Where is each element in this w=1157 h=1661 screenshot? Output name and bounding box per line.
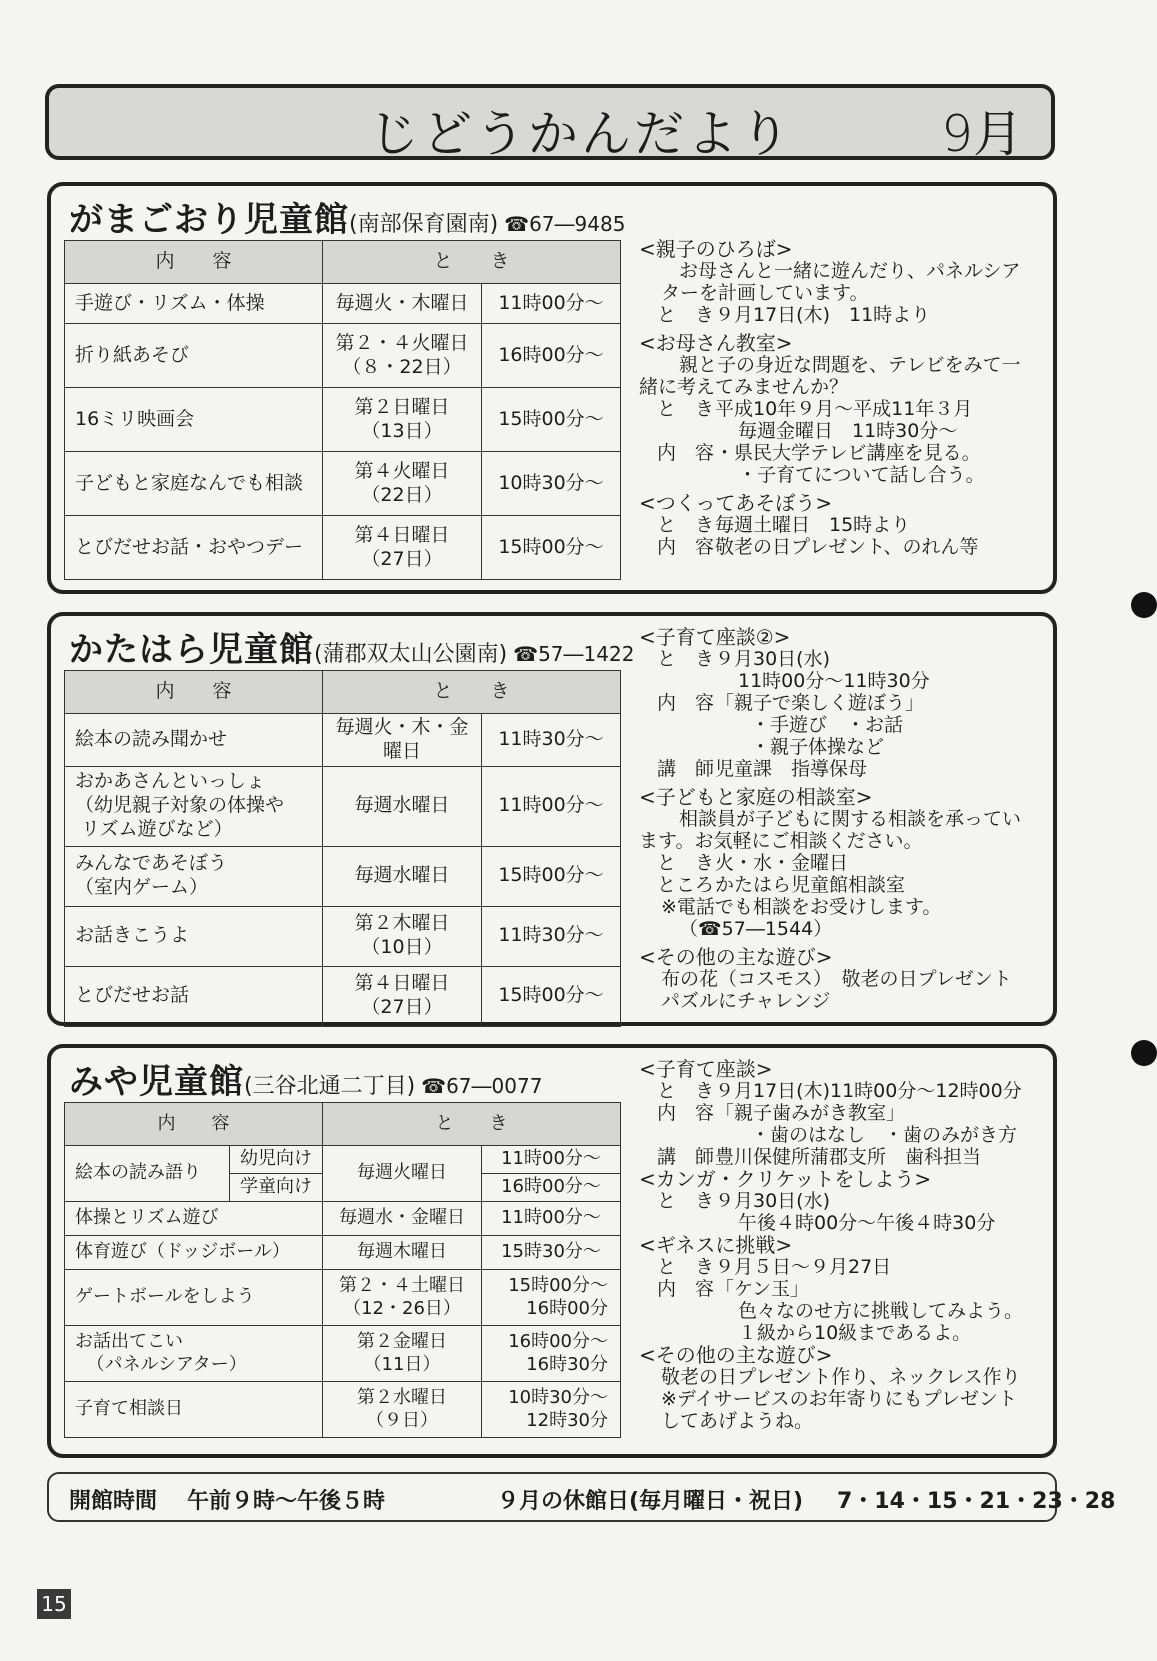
content-line: （幼児親子対象の体操や <box>75 794 285 817</box>
table-row <box>65 714 621 767</box>
info-text: １級から10級まであるよ。 <box>738 1322 972 1344</box>
row-day: 毎週水曜日 <box>323 766 482 846</box>
row-time <box>482 1326 621 1382</box>
table-row <box>65 388 621 452</box>
table-row <box>65 966 621 1026</box>
info-text: 色々なのせ方に挑戦してみよう。 <box>738 1300 1024 1322</box>
center-name: みや児童館 <box>69 1062 244 1102</box>
day-line: （13日） <box>361 419 443 442</box>
info-text: ます。お気軽にご相談ください。 <box>639 830 923 852</box>
row-day <box>323 324 482 388</box>
hours-label: 開館時間 <box>69 1489 158 1514</box>
row-day: 毎週火・木曜日 <box>323 284 482 324</box>
info-text: 平成10年９月～平成11年３月 <box>715 398 973 420</box>
info-text: 毎週金曜日 11時30分～ <box>738 420 958 442</box>
content-line: みんなであそぼう <box>75 852 228 875</box>
row-content: 手遊び・リズム・体操 <box>65 284 323 324</box>
center-title <box>69 622 634 671</box>
info-text: ・手遊び ・お話 <box>751 714 904 736</box>
day-line: （９日） <box>366 1409 438 1431</box>
info-text: ・県民大学テレビ講座を見る。 <box>715 442 981 464</box>
info-label: と き <box>657 514 715 536</box>
day-line: 第２・４土曜日 <box>339 1275 465 1296</box>
content-line: （パネルシアター） <box>86 1353 247 1375</box>
info-heading: <親子のひろば> <box>639 237 793 261</box>
schedule-table <box>64 240 621 580</box>
info-text: 敬老の日プレゼント、のれん等 <box>715 536 979 558</box>
row-day: 毎週火曜日 <box>323 1146 482 1202</box>
row-day <box>323 388 482 452</box>
center-location: (南部保育園南) <box>349 212 499 237</box>
closed-label: ９月の休館日(毎月曜日・祝日) <box>497 1489 804 1514</box>
center-name: かたはら児童館 <box>69 630 314 670</box>
header-content: 内 容 <box>65 671 323 714</box>
info-text: 児童課 指導保母 <box>715 758 868 780</box>
info-text: 11時00分～11時30分 <box>738 670 930 692</box>
newsletter-title: じどうかんだより <box>369 105 793 163</box>
row-content: 絵本の読み聞かせ <box>65 714 323 767</box>
center-name: がまごおり児童館 <box>69 200 349 240</box>
info-text: 親と子の身近な問題を、テレビをみて一 <box>679 354 1021 376</box>
info-label: と き <box>657 304 715 326</box>
day-line: 第２・４火曜日 <box>335 331 469 354</box>
row-content: とびだせお話 <box>65 966 323 1026</box>
row-day <box>323 452 482 516</box>
opening-hours: 午前９時～午後５時 <box>187 1489 386 1514</box>
info-label: と き <box>657 1256 715 1278</box>
content-line: おかあさんといっしょ <box>75 770 266 793</box>
table-header <box>65 671 621 714</box>
day-line: 第２日曜日 <box>354 395 450 418</box>
info-text: ・親子体操など <box>751 736 885 758</box>
header-time: と き <box>323 671 621 714</box>
row-content: 16ミリ映画会 <box>65 388 323 452</box>
info-text: かたはら児童館相談室 <box>715 874 906 896</box>
info-text: 「親子で楽しく遊ぼう」 <box>715 692 925 714</box>
row-day: 毎週火・木・金曜日 <box>323 714 482 767</box>
row-content: 折り紙あそび <box>65 324 323 388</box>
table-row <box>65 846 621 906</box>
day-line: （８・22日） <box>342 355 462 378</box>
info-text: ９月30日(水) <box>715 1190 831 1212</box>
info-text: 相談員が子どもに関する相談を承ってい <box>679 808 1022 830</box>
center-gamagori <box>47 182 1057 594</box>
row-time: 15時00分～ <box>482 846 621 906</box>
table-row <box>65 1270 621 1326</box>
row-day <box>323 1382 482 1438</box>
center-location: (蒲郡双太山公園南) <box>314 642 508 667</box>
table-row <box>65 1382 621 1438</box>
day-line: （12・26日） <box>343 1297 461 1319</box>
day-line: 第２水曜日 <box>357 1387 447 1408</box>
row-time <box>482 1270 621 1326</box>
center-info <box>639 1058 1049 1432</box>
schedule-table <box>64 1102 621 1438</box>
day-line: 第２木曜日 <box>354 912 450 935</box>
header-time: と き <box>323 1103 621 1146</box>
info-text: 午後４時00分～午後４時30分 <box>738 1212 996 1234</box>
table-row <box>65 1146 621 1174</box>
info-text: ９月５日～９月27日 <box>715 1256 892 1278</box>
row-day: 毎週水・金曜日 <box>323 1202 482 1236</box>
day-line: 第４日曜日 <box>354 523 450 546</box>
row-content: とびだせお話・おやつデー <box>65 516 323 580</box>
info-label: と き <box>657 852 715 874</box>
row-day <box>323 966 482 1026</box>
closed-days: 7・14・15・21・23・28 <box>837 1489 1116 1514</box>
info-text: 「ケン玉」 <box>715 1278 810 1300</box>
info-label: と き <box>657 648 715 670</box>
content-line: リズム遊びなど） <box>81 817 233 840</box>
info-text: してあげようね。 <box>661 1410 814 1432</box>
row-time: 16時00分～ <box>482 324 621 388</box>
row-content: ゲートボールをしよう <box>65 1270 323 1326</box>
row-time: 15時30分～ <box>482 1236 621 1270</box>
page-number: 15 <box>37 1589 71 1619</box>
info-text: 豊川保健所蒲郡支所 歯科担当 <box>715 1146 982 1168</box>
center-title <box>69 192 625 241</box>
row-time: 11時00分～ <box>482 766 621 846</box>
table-row <box>65 284 621 324</box>
info-text: ※電話でも相談をお受けします。 <box>661 896 942 918</box>
info-label: 内 容 <box>657 692 715 714</box>
center-info <box>639 626 1039 1012</box>
day-line: 第４火曜日 <box>354 459 450 482</box>
table-row <box>65 906 621 966</box>
info-text: 毎週土曜日 15時より <box>715 514 911 536</box>
header-content: 内 容 <box>65 1103 323 1146</box>
row-content: 体操とリズム遊び <box>65 1202 323 1236</box>
info-heading: <子育て座談②> <box>639 625 791 649</box>
binder-hole <box>1131 592 1157 618</box>
info-text: 火・水・金曜日 <box>715 852 849 874</box>
info-label: 講 師 <box>657 1146 715 1168</box>
info-label: と き <box>657 1080 715 1102</box>
row-time: 16時00分～ <box>482 1174 621 1202</box>
row-time: 11時30分～ <box>482 906 621 966</box>
center-tel: ☎67―0077 <box>421 1074 543 1098</box>
header-time: と き <box>323 241 621 284</box>
row-day: 毎週木曜日 <box>323 1236 482 1270</box>
row-day <box>323 516 482 580</box>
schedule-table <box>64 670 621 1027</box>
row-content: 絵本の読み語り <box>65 1146 230 1202</box>
time-line: 12時30分 <box>526 1409 608 1431</box>
center-katahara <box>47 612 1057 1026</box>
time-line: 16時30分 <box>526 1353 608 1375</box>
info-label: と き <box>657 398 715 420</box>
info-label: 内 容 <box>657 1102 715 1124</box>
info-label: と き <box>657 1190 715 1212</box>
opening-info <box>47 1472 1116 1522</box>
time-line: 15時00分～ <box>508 1275 608 1296</box>
info-text: お母さんと一緒に遊んだり、パネルシア <box>679 260 1021 282</box>
row-content <box>65 846 323 906</box>
row-time: 11時30分～ <box>482 714 621 767</box>
info-label: 内 容 <box>657 536 715 558</box>
info-text: ※デイサービスのお年寄りにもプレゼント <box>661 1388 1017 1410</box>
row-day <box>323 1326 482 1382</box>
row-subgroup: 学童向け <box>230 1174 323 1202</box>
info-text: ９月17日(木)11時00分～12時00分 <box>715 1080 1022 1102</box>
info-heading: <その他の主な遊び> <box>639 1343 833 1367</box>
time-line: 16時00分～ <box>508 1331 608 1352</box>
info-text: 緒に考えてみませんか？ <box>639 376 849 398</box>
table-header <box>65 241 621 284</box>
table-row <box>65 324 621 388</box>
info-text: 布の花（コスモス） 敬老の日プレゼント <box>661 968 1012 990</box>
center-location: (三谷北通二丁目) <box>244 1074 416 1099</box>
table-row <box>65 1202 621 1236</box>
table-row <box>65 516 621 580</box>
day-line: （10日） <box>361 936 443 958</box>
day-line: 第４日曜日 <box>354 972 450 995</box>
row-content <box>65 1326 323 1382</box>
day-line: （27日） <box>361 996 443 1018</box>
center-miya <box>47 1044 1057 1458</box>
row-content: 体育遊び（ドッジボール） <box>65 1236 323 1270</box>
info-heading: <子育て座談> <box>639 1057 773 1081</box>
content-line: お話出てこい <box>75 1331 183 1352</box>
info-text: ９月30日(水) <box>715 648 831 670</box>
table-header <box>65 1103 621 1146</box>
info-text: （☎57―1544） <box>679 918 833 940</box>
info-heading: <カンガ・クリケットをしよう> <box>639 1167 932 1191</box>
center-tel: ☎57―1422 <box>513 642 635 666</box>
info-heading: <つくってあそぼう> <box>639 491 833 515</box>
center-info <box>639 238 1039 558</box>
center-tel: ☎67―9485 <box>504 212 626 236</box>
row-time: 11時00分～ <box>482 1146 621 1174</box>
row-content: 子育て相談日 <box>65 1382 323 1438</box>
info-text: パズルにチャレンジ <box>661 990 831 1012</box>
row-time <box>482 1382 621 1438</box>
row-subgroup: 幼児向け <box>230 1146 323 1174</box>
time-line: 16時00分 <box>526 1297 608 1319</box>
newsletter-month: 9月 <box>941 105 1023 163</box>
info-heading: <ギネスに挑戦> <box>639 1233 793 1257</box>
table-row <box>65 452 621 516</box>
row-time: 10時30分～ <box>482 452 621 516</box>
info-text: ・歯のはなし ・歯のみがき方 <box>751 1124 1018 1146</box>
info-label: 内 容 <box>657 1278 715 1300</box>
row-day: 毎週水曜日 <box>323 846 482 906</box>
row-day <box>323 1270 482 1326</box>
info-heading: <その他の主な遊び> <box>639 945 833 969</box>
time-line: 10時30分～ <box>508 1387 608 1408</box>
row-time: 11時00分～ <box>482 284 621 324</box>
table-row <box>65 766 621 846</box>
center-title <box>69 1054 542 1103</box>
binder-hole <box>1131 1040 1157 1066</box>
day-line: （22日） <box>361 483 443 506</box>
row-content <box>65 766 323 846</box>
info-text: 敬老の日プレゼント作り、ネックレス作り <box>661 1366 1021 1388</box>
info-label: 講 師 <box>657 758 715 780</box>
header-content: 内 容 <box>65 241 323 284</box>
table-row <box>65 1236 621 1270</box>
info-text: ９月17日(木) 11時より <box>715 304 931 326</box>
content-line: （室内ゲーム） <box>75 876 209 898</box>
info-label: 内 容 <box>657 442 715 464</box>
row-time: 15時00分～ <box>482 388 621 452</box>
info-heading: <お母さん教室> <box>639 331 793 355</box>
row-time: 11時00分～ <box>482 1202 621 1236</box>
day-line: 第２金曜日 <box>357 1331 447 1352</box>
row-day <box>323 906 482 966</box>
info-text: ・子育てについて話し合う。 <box>738 464 985 486</box>
day-line: （11日） <box>363 1353 441 1375</box>
row-content: 子どもと家庭なんでも相談 <box>65 452 323 516</box>
row-content: お話きこうよ <box>65 906 323 966</box>
info-text: 「親子歯みがき教室」 <box>715 1102 906 1124</box>
row-time: 15時00分～ <box>482 516 621 580</box>
newsletter-header <box>45 84 1055 163</box>
row-time: 15時00分～ <box>482 966 621 1026</box>
info-label: ところ <box>657 874 715 896</box>
info-heading: <子どもと家庭の相談室> <box>639 785 873 809</box>
day-line: （27日） <box>361 547 443 570</box>
table-row <box>65 1326 621 1382</box>
info-text: ターを計画しています。 <box>661 282 869 304</box>
